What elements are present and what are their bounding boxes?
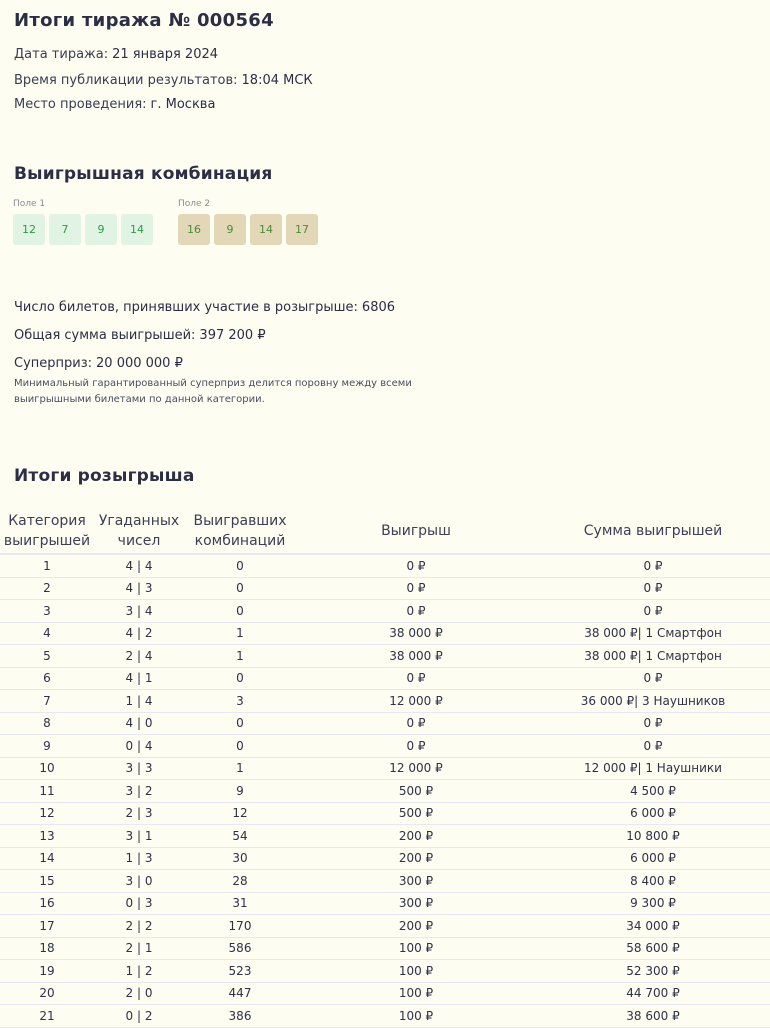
cell-total: 38 000 ₽| 1 Смартфон [536,622,770,645]
table-row [0,554,770,577]
cell-matched: 4 | 3 [94,577,184,600]
results-body [0,554,770,1027]
publish-time-label: Время публикации результатов: [14,73,238,88]
cell-category: 9 [0,735,94,758]
cell-total: 4 500 ₽ [536,780,770,803]
cell-winners: 170 [184,915,296,938]
cell-total: 0 ₽ [536,600,770,623]
table-row [0,735,770,758]
cell-total: 58 600 ₽ [536,937,770,960]
cell-matched: 0 | 3 [94,892,184,915]
cell-prize: 300 ₽ [296,870,536,893]
cell-total: 0 ₽ [536,735,770,758]
cell-matched: 3 | 4 [94,600,184,623]
table-row [0,577,770,600]
cell-prize: 200 ₽ [296,825,536,848]
results-table [0,509,770,1028]
table-row [0,780,770,803]
cell-winners: 0 [184,577,296,600]
cell-winners: 0 [184,554,296,577]
table-row [0,915,770,938]
cell-category: 15 [0,870,94,893]
cell-prize: 0 ₽ [296,735,536,758]
cell-total: 6 000 ₽ [536,802,770,825]
cell-matched: 0 | 4 [94,735,184,758]
cell-prize: 0 ₽ [296,600,536,623]
publish-time-line [14,73,313,88]
column-header-winners: Выигравших комбинаций [184,509,296,554]
cell-winners: 28 [184,870,296,893]
cell-matched: 1 | 4 [94,690,184,713]
draw-date-label: Дата тиража: [14,47,109,62]
column-header-prize: Выигрыш [296,509,536,554]
cell-matched: 4 | 1 [94,667,184,690]
cell-category: 11 [0,780,94,803]
cell-winners: 0 [184,600,296,623]
cell-total: 34 000 ₽ [536,915,770,938]
table-row [0,825,770,848]
table-row [0,870,770,893]
cell-prize: 500 ₽ [296,802,536,825]
cell-total: 8 400 ₽ [536,870,770,893]
tickets-value: 6806 [361,300,396,315]
table-row [0,712,770,735]
cell-total: 0 ₽ [536,667,770,690]
field1-label: Поле 1 [13,199,46,209]
cell-total: 6 000 ₽ [536,847,770,870]
cell-winners: 0 [184,712,296,735]
table-row [0,645,770,668]
cell-matched: 2 | 4 [94,645,184,668]
cell-prize: 200 ₽ [296,915,536,938]
cell-category: 10 [0,757,94,780]
table-row [0,960,770,983]
cell-matched: 0 | 2 [94,1005,184,1028]
page-title: Итоги тиража № 000564 [14,10,274,31]
total-value: 397 200 ₽ [199,328,266,343]
results-title: Итоги розыгрыша [14,466,195,486]
cell-category: 7 [0,690,94,713]
cell-winners: 0 [184,735,296,758]
cell-winners: 30 [184,847,296,870]
cell-category: 14 [0,847,94,870]
cell-matched: 3 | 3 [94,757,184,780]
cell-total: 38 600 ₽ [536,1005,770,1028]
cell-matched: 3 | 1 [94,825,184,848]
cell-prize: 0 ₽ [296,712,536,735]
cell-winners: 9 [184,780,296,803]
cell-prize: 0 ₽ [296,667,536,690]
cell-winners: 1 [184,645,296,668]
cell-matched: 1 | 2 [94,960,184,983]
total-label: Общая сумма выигрышей: [14,328,196,343]
draw-date-line [14,47,218,62]
cell-winners: 1 [184,622,296,645]
table-row [0,600,770,623]
tickets-label: Число билетов, принявших участие в розыгрыше: [14,300,358,315]
cell-total: 10 800 ₽ [536,825,770,848]
cell-category: 13 [0,825,94,848]
cell-prize: 38 000 ₽ [296,622,536,645]
cell-prize: 12 000 ₽ [296,757,536,780]
cell-matched: 2 | 1 [94,937,184,960]
field1-number: 9 [85,214,117,245]
cell-winners: 386 [184,1005,296,1028]
cell-total: 36 000 ₽| 3 Наушников [536,690,770,713]
table-row [0,622,770,645]
cell-winners: 31 [184,892,296,915]
cell-winners: 54 [184,825,296,848]
cell-matched: 1 | 3 [94,847,184,870]
field2-number: 14 [250,214,282,245]
cell-winners: 586 [184,937,296,960]
table-row [0,802,770,825]
column-header-category: Категория выигрышей [0,509,94,554]
cell-winners: 12 [184,802,296,825]
cell-winners: 447 [184,982,296,1005]
results-header-row [0,509,770,554]
column-header-total: Сумма выигрышей [536,509,770,554]
cell-category: 18 [0,937,94,960]
cell-total: 0 ₽ [536,554,770,577]
superprize-label: Суперприз: [14,356,93,371]
cell-total: 0 ₽ [536,712,770,735]
cell-winners: 0 [184,667,296,690]
cell-matched: 3 | 2 [94,780,184,803]
cell-category: 20 [0,982,94,1005]
cell-total: 0 ₽ [536,577,770,600]
cell-matched: 4 | 2 [94,622,184,645]
field1-number: 12 [13,214,45,245]
field1-number: 7 [49,214,81,245]
cell-matched: 2 | 0 [94,982,184,1005]
field2-label: Поле 2 [178,199,211,209]
cell-category: 4 [0,622,94,645]
cell-category: 16 [0,892,94,915]
venue-value: г. Москва [150,97,216,112]
cell-total: 44 700 ₽ [536,982,770,1005]
table-row [0,757,770,780]
cell-category: 12 [0,802,94,825]
winning-combination-title: Выигрышная комбинация [14,164,273,184]
cell-category: 2 [0,577,94,600]
table-row [0,690,770,713]
cell-total: 52 300 ₽ [536,960,770,983]
cell-winners: 3 [184,690,296,713]
venue-line [14,97,215,112]
cell-category: 5 [0,645,94,668]
field2-number: 16 [178,214,210,245]
cell-category: 8 [0,712,94,735]
cell-matched: 4 | 4 [94,554,184,577]
total-stat [14,328,266,343]
cell-matched: 3 | 0 [94,870,184,893]
cell-matched: 2 | 3 [94,802,184,825]
cell-category: 1 [0,554,94,577]
cell-winners: 1 [184,757,296,780]
cell-prize: 100 ₽ [296,937,536,960]
cell-category: 3 [0,600,94,623]
cell-total: 12 000 ₽| 1 Наушники [536,757,770,780]
cell-prize: 38 000 ₽ [296,645,536,668]
cell-prize: 200 ₽ [296,847,536,870]
cell-matched: 4 | 0 [94,712,184,735]
table-row [0,892,770,915]
tickets-stat [14,300,395,315]
column-header-matched: Угаданных чисел [94,509,184,554]
cell-category: 6 [0,667,94,690]
table-row [0,847,770,870]
table-row [0,982,770,1005]
field2-number: 17 [286,214,318,245]
table-row [0,667,770,690]
table-row [0,937,770,960]
cell-prize: 300 ₽ [296,892,536,915]
publish-time-value: 18:04 МСК [241,73,313,88]
cell-category: 17 [0,915,94,938]
cell-prize: 0 ₽ [296,577,536,600]
field2-number: 9 [214,214,246,245]
cell-total: 38 000 ₽| 1 Смартфон [536,645,770,668]
field1-number: 14 [121,214,153,245]
draw-date-value: 21 января 2024 [112,47,219,62]
cell-prize: 500 ₽ [296,780,536,803]
superprize-stat [14,356,183,371]
cell-prize: 100 ₽ [296,960,536,983]
superprize-value: 20 000 000 ₽ [96,356,183,371]
cell-winners: 523 [184,960,296,983]
superprize-note: Минимальный гарантированный суперприз делится поровну между всеми выигрышными билетами по данной категории. [14,378,412,405]
cell-prize: 100 ₽ [296,1005,536,1028]
cell-total: 9 300 ₽ [536,892,770,915]
cell-prize: 12 000 ₽ [296,690,536,713]
cell-category: 19 [0,960,94,983]
cell-prize: 100 ₽ [296,982,536,1005]
cell-prize: 0 ₽ [296,554,536,577]
venue-label: Место проведения: [14,97,147,112]
cell-category: 21 [0,1005,94,1028]
cell-matched: 2 | 2 [94,915,184,938]
